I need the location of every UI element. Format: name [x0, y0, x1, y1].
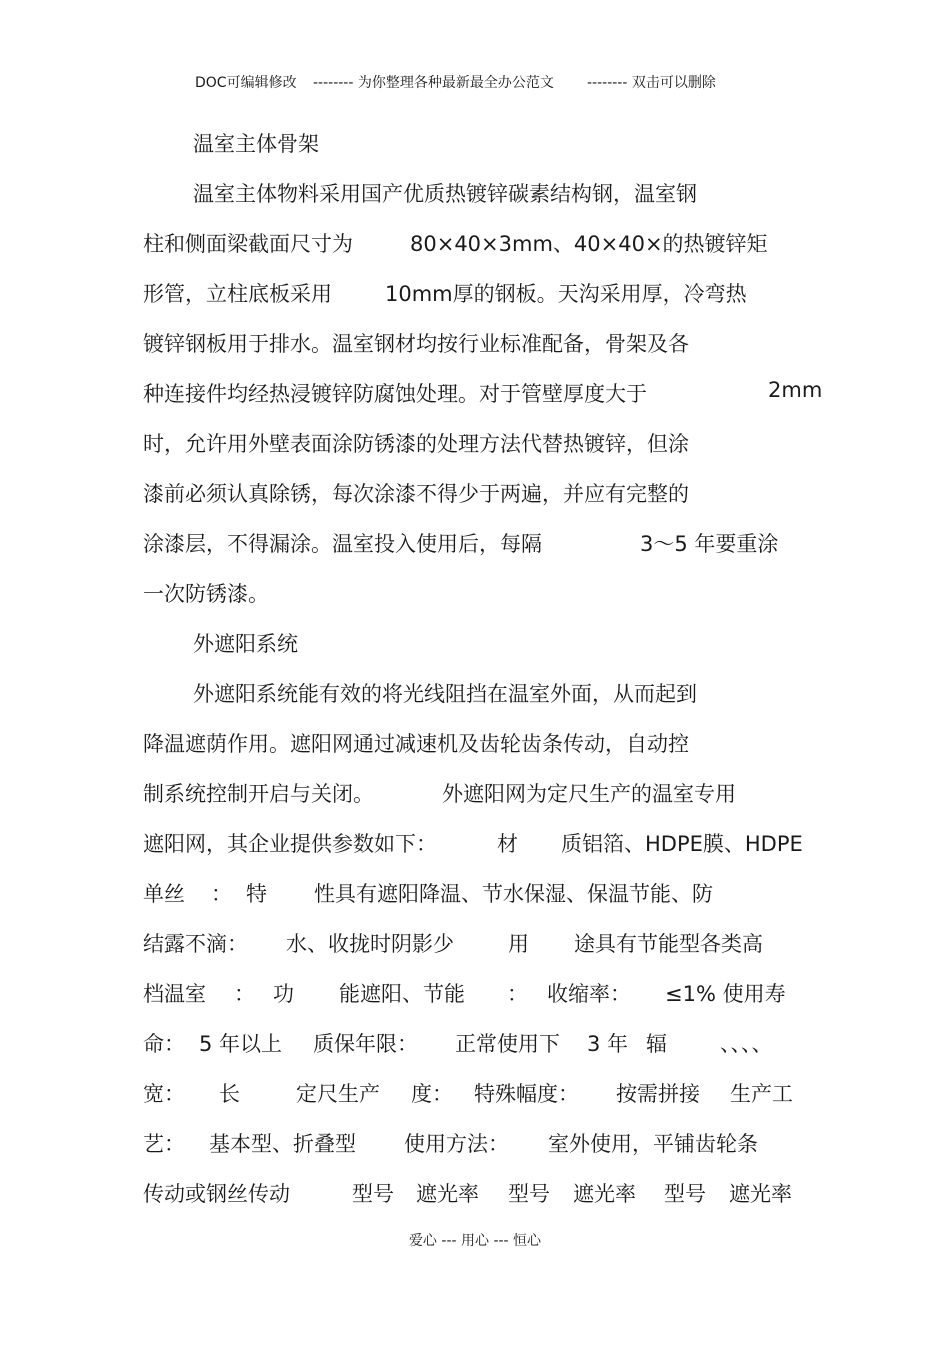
text-segment: 3 年 [587, 1032, 629, 1056]
text-segment: ： [507, 982, 528, 1006]
text-segment: 度： [411, 1082, 453, 1106]
text-segment: 特殊幅度： [474, 1082, 579, 1106]
text-segment: 种连接件均经热浸镀锌防腐蚀处理。对于管壁厚度大于 [143, 382, 647, 406]
text-segment: 单丝 [143, 882, 185, 906]
text-line [0, 778, 950, 808]
text-line [0, 728, 950, 758]
text-segment: 型号 [352, 1182, 394, 1206]
text-segment: 温室主体物料采用国产优质热镀锌碳素结构钢，温室钢 [193, 182, 697, 206]
text-segment: 性具有遮阳降温、节水保湿、保温节能、防 [314, 882, 713, 906]
text-line [0, 828, 950, 858]
text-segment: 材 [497, 832, 518, 856]
text-segment: 涂漆层，不得漏涂。温室投入使用后，每隔 [143, 532, 542, 556]
text-segment: 水、收拢时阴影少 [286, 932, 454, 956]
text-segment: 型号 [664, 1182, 706, 1206]
text-segment: 用 [508, 932, 529, 956]
text-line [0, 428, 950, 458]
section-heading-frame [0, 128, 950, 158]
text-segment: 功 [273, 982, 294, 1006]
text-segment: 遮光率 [416, 1182, 479, 1206]
text-segment: 传动或钢丝传动 [143, 1182, 290, 1206]
text-segment: 、、、、 [720, 1032, 773, 1056]
text-segment: 途具有节能型各类高 [574, 932, 763, 956]
header-center-text: -------- 为你整理各种最新最全办公范文 [313, 75, 554, 91]
text-segment: 2mm [768, 378, 823, 402]
text-segment: 按需拼接 [616, 1082, 700, 1106]
text-segment: 辐 [646, 1032, 667, 1056]
text-line [0, 678, 950, 708]
header-right-text: -------- 双击可以删除 [587, 75, 716, 91]
text-segment: 基本型、折叠型 [209, 1132, 356, 1156]
text-segment: 生产工 [730, 1082, 793, 1106]
text-segment: 宽： [143, 1082, 185, 1106]
page-footer: 爱心 --- 用心 --- 恒心 [408, 1233, 542, 1249]
text-segment: 时，允许用外壁表面涂防锈漆的处理方法代替热镀锌，但涂 [143, 432, 689, 456]
text-segment: 档温室 [143, 982, 206, 1006]
section-heading-shading [0, 628, 950, 658]
text-segment: ： [234, 982, 255, 1006]
text-segment: 遮光率 [729, 1182, 792, 1206]
text-segment: 收缩率： [547, 982, 631, 1006]
text-segment: 室外使用，平铺齿轮条 [548, 1132, 758, 1156]
text-segment: 镀锌钢板用于排水。温室钢材均按行业标准配备，骨架及各 [143, 332, 689, 356]
text-line [0, 978, 950, 1008]
text-line [0, 1078, 950, 1108]
text-segment: ≤1% 使用寿 [665, 982, 786, 1006]
text-line [0, 328, 950, 358]
text-segment: 质铝箔、HDPE膜、HDPE [561, 832, 803, 856]
text-segment: 一次防锈漆。 [143, 582, 269, 606]
text-segment: 质保年限： [313, 1032, 418, 1056]
text-line [0, 878, 950, 908]
text-segment: 型号 [508, 1182, 550, 1206]
text-line [0, 228, 950, 258]
text-segment: 结露不滴： [143, 932, 248, 956]
text-segment: 定尺生产 [296, 1082, 380, 1106]
text-segment: 正常使用下 [455, 1032, 560, 1056]
text-segment: 漆前必须认真除锈，每次涂漆不得少于两遍，并应有完整的 [143, 482, 689, 506]
text-line [0, 1028, 950, 1058]
text-segment: 遮阳网，其企业提供参数如下： [143, 832, 437, 856]
text-segment: 80×40×3mm、40×40×的热镀锌矩 [410, 232, 768, 256]
text-line [0, 928, 950, 958]
text-line [0, 1128, 950, 1158]
text-segment: 能遮阳、节能 [339, 982, 465, 1006]
text-segment: 长 [219, 1082, 240, 1106]
text-segment: 制系统控制开启与关闭。 [143, 782, 374, 806]
header-left-text: DOC可编辑修改 [195, 75, 297, 91]
text-line [0, 578, 950, 608]
text-segment: 外遮阳系统能有效的将光线阻挡在温室外面，从而起到 [193, 682, 697, 706]
text-line [0, 278, 950, 308]
text-segment: 柱和侧面梁截面尺寸为 [143, 232, 353, 256]
text-line [0, 1178, 950, 1208]
text-line [0, 178, 950, 208]
text-line [0, 378, 950, 408]
text-segment: 特 [246, 882, 267, 906]
text-segment: 外遮阳网为定尺生产的温室专用 [442, 782, 736, 806]
text-segment: 降温遮荫作用。遮阳网通过减速机及齿轮齿条传动，自动控 [143, 732, 689, 756]
text-segment: ： [211, 882, 232, 906]
text-segment: 命： [143, 1032, 185, 1056]
text-segment: 外遮阳系统 [193, 632, 298, 656]
text-segment: 温室主体骨架 [193, 132, 319, 156]
text-line [0, 478, 950, 508]
text-segment: 遮光率 [573, 1182, 636, 1206]
text-segment: 形管，立柱底板采用 [143, 282, 332, 306]
page-header [0, 72, 950, 94]
text-segment: 使用方法： [404, 1132, 509, 1156]
text-segment: 5 年以上 [199, 1032, 283, 1056]
text-segment: 艺： [143, 1132, 185, 1156]
text-line [0, 528, 950, 558]
text-segment: 3～5 年要重涂 [640, 532, 779, 556]
text-segment: 10mm厚的钢板。天沟采用厚，冷弯热 [385, 282, 747, 306]
